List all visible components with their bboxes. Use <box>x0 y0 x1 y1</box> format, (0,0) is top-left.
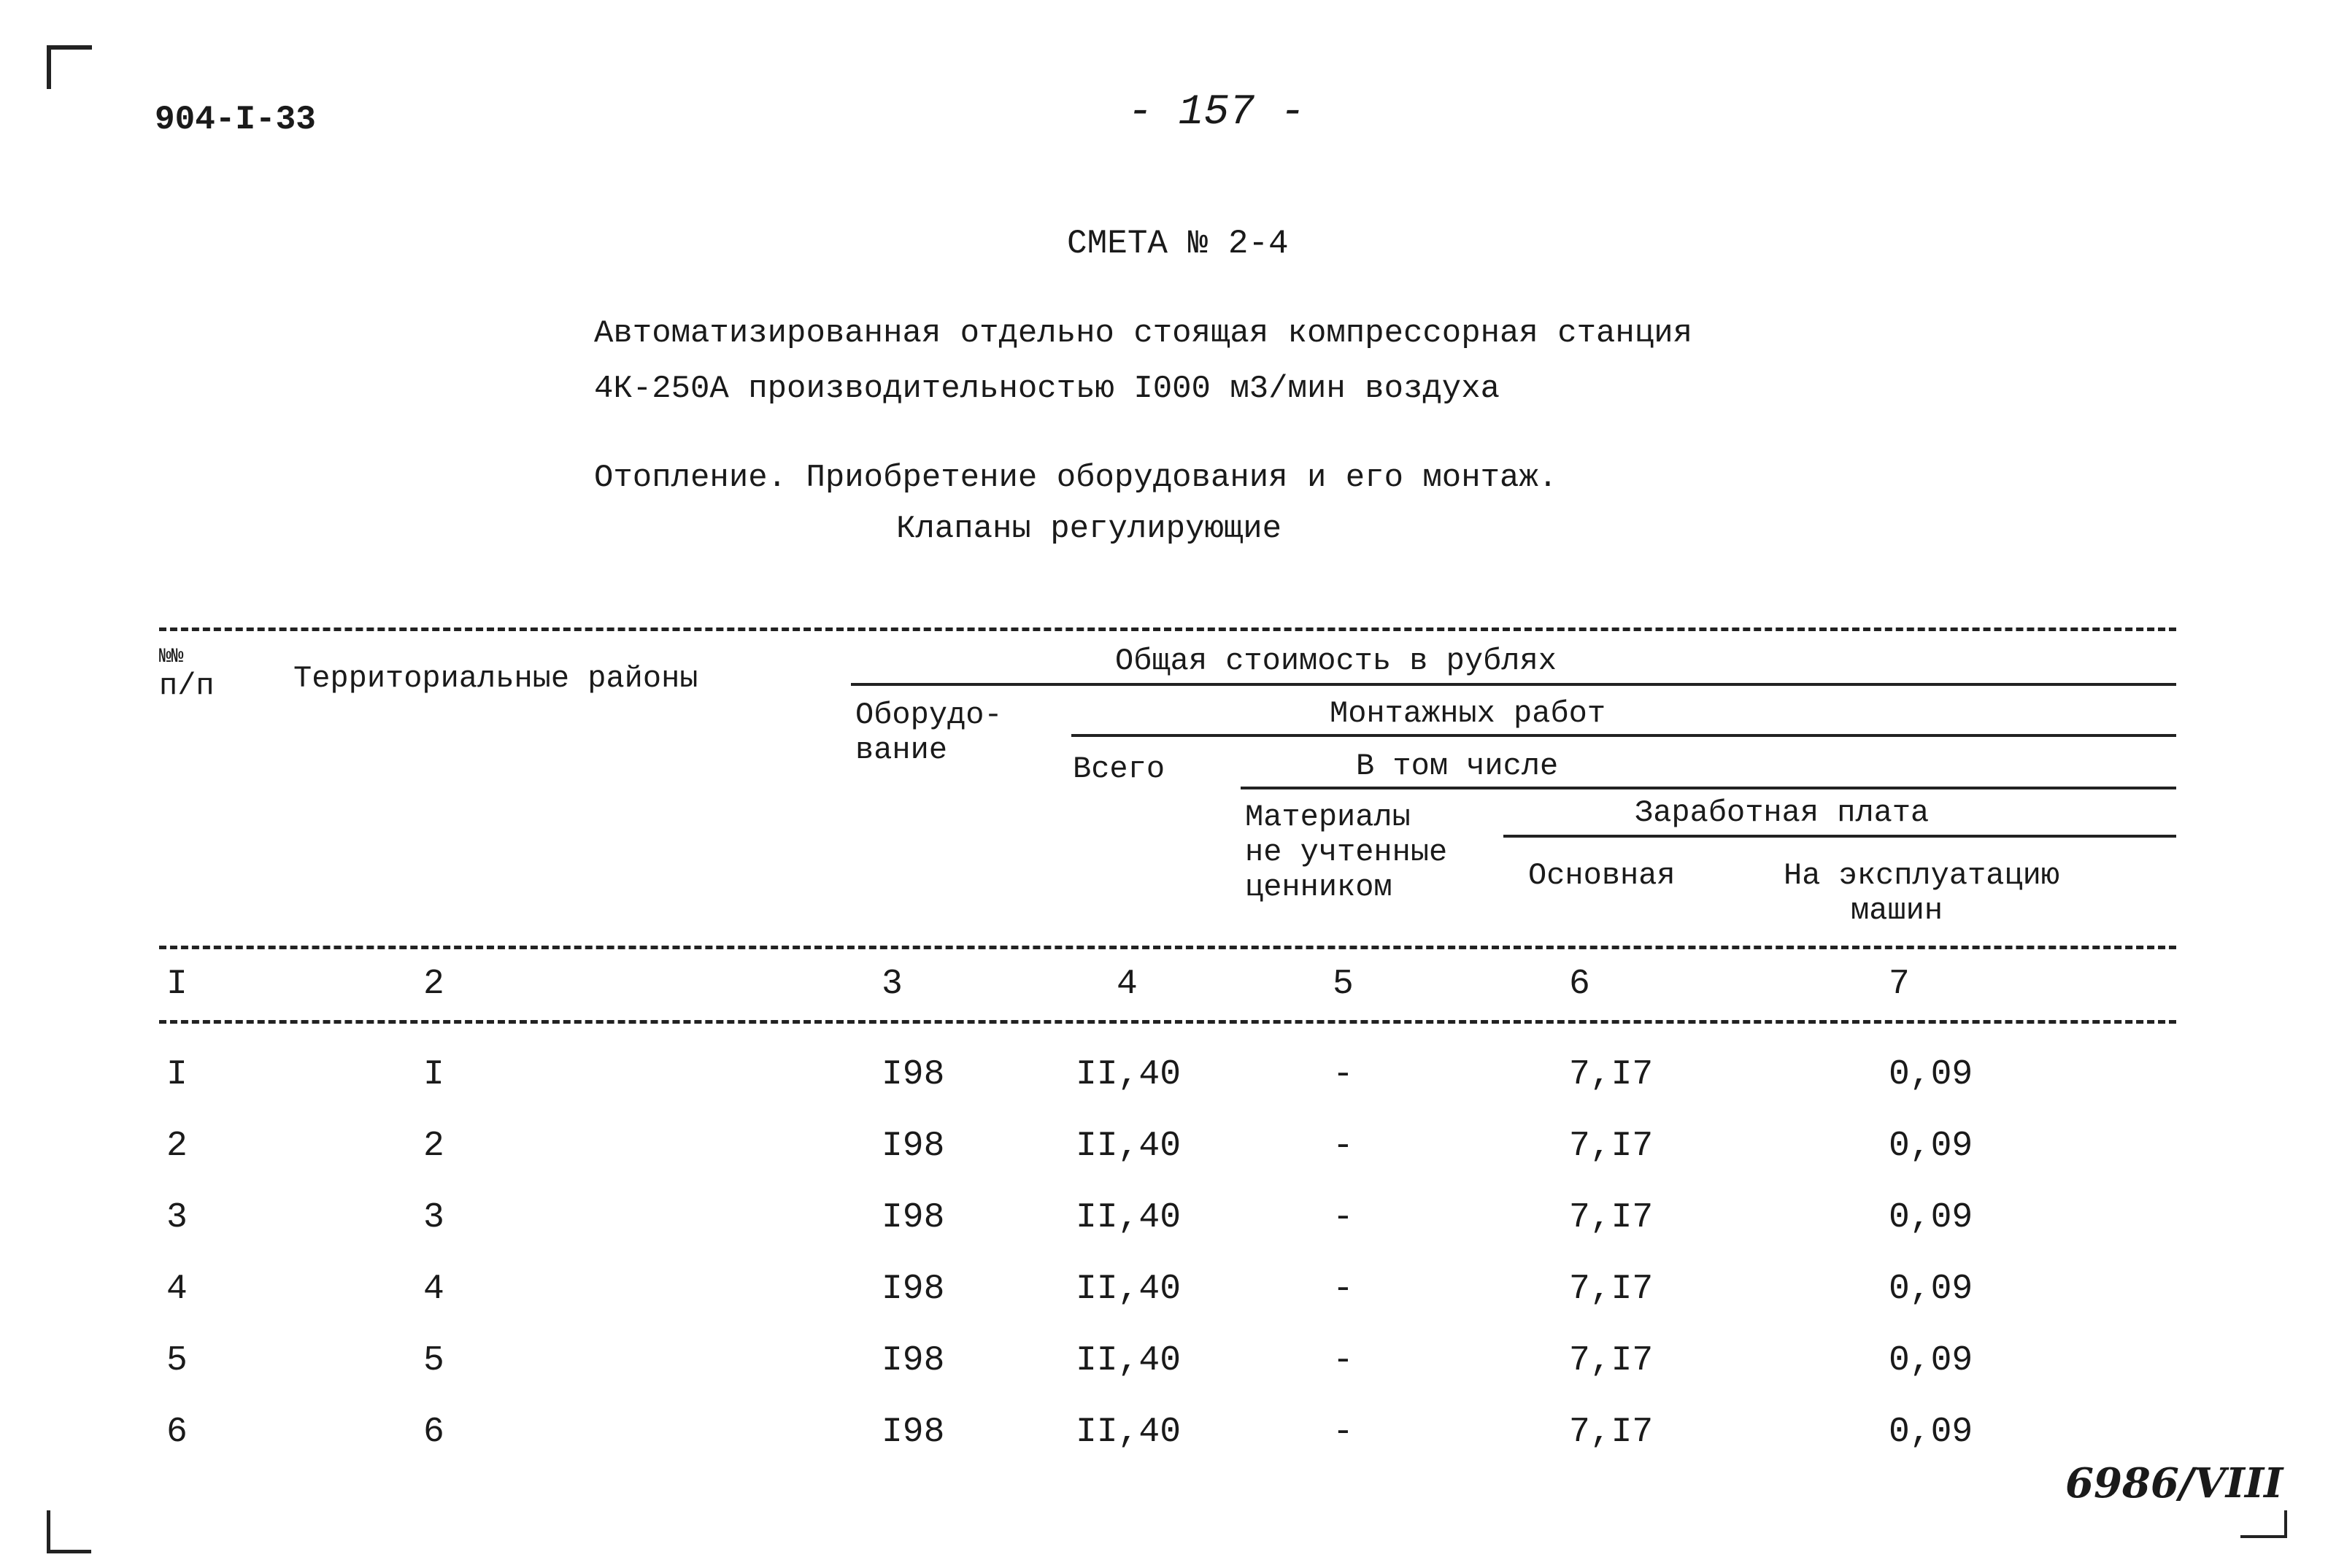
machines-cell: 0,09 <box>1889 1198 1973 1237</box>
equipment-cell: I98 <box>882 1055 945 1094</box>
subtitle-line-3: Отопление. Приобретение оборудования и его монтаж. <box>594 460 1558 496</box>
basic-wage-cell: 7,I7 <box>1569 1198 1654 1237</box>
column-numbers-bottom-rule <box>159 1020 2176 1024</box>
total-cell: II,40 <box>1076 1413 1182 1452</box>
column-number-6: 6 <box>1569 965 1590 1004</box>
total-cell: II,40 <box>1076 1198 1182 1237</box>
total-cell: II,40 <box>1076 1341 1182 1380</box>
corner-mark-bottom-right <box>2240 1510 2287 1538</box>
header-materials-line2: не учтенные <box>1245 835 1448 870</box>
page-number: - 157 - <box>1128 89 1306 136</box>
column-number-2: 2 <box>423 965 444 1004</box>
header-equipment-line1: Оборудо- <box>855 698 1003 733</box>
total-cost-underline <box>851 683 2176 686</box>
machines-cell: 0,09 <box>1889 1127 1973 1166</box>
column-number-3: 3 <box>882 965 903 1004</box>
subtitle-line-2: 4К-250А производительностью I000 м3/мин воздуха <box>594 371 1500 407</box>
basic-wage-cell: 7,I7 <box>1569 1055 1654 1094</box>
header-including: В том числе <box>1356 749 1559 784</box>
subtitle-line-4: Клапаны регулирующие <box>896 511 1282 547</box>
total-cell: II,40 <box>1076 1055 1182 1094</box>
equipment-cell: I98 <box>882 1413 945 1452</box>
header-row-number-line2: п/п <box>159 668 215 703</box>
wages-underline <box>1503 835 2176 838</box>
column-number-4: 4 <box>1117 965 1138 1004</box>
basic-wage-cell: 7,I7 <box>1569 1413 1654 1452</box>
materials-cell: - <box>1333 1270 1354 1309</box>
header-equipment <box>855 698 1003 768</box>
column-number-5: 5 <box>1333 965 1354 1004</box>
header-machines <box>1784 858 2059 928</box>
region-cell: I <box>423 1055 444 1094</box>
materials-cell: - <box>1333 1127 1354 1166</box>
machines-cell: 0,09 <box>1889 1270 1973 1309</box>
region-cell: 6 <box>423 1413 444 1452</box>
header-row-number-line1: №№ <box>159 646 184 668</box>
corner-mark-top-left <box>47 45 92 89</box>
materials-cell: - <box>1333 1413 1354 1452</box>
column-number-1: I <box>166 965 188 1004</box>
header-equipment-line2: вание <box>855 733 948 768</box>
machines-cell: 0,09 <box>1889 1055 1973 1094</box>
machines-cell: 0,09 <box>1889 1413 1973 1452</box>
total-cell: II,40 <box>1076 1127 1182 1166</box>
basic-wage-cell: 7,I7 <box>1569 1127 1654 1166</box>
row-number: 5 <box>166 1341 188 1380</box>
materials-cell: - <box>1333 1341 1354 1380</box>
row-number: 2 <box>166 1127 188 1166</box>
header-total: Всего <box>1073 752 1165 787</box>
region-cell: 2 <box>423 1127 444 1166</box>
table-top-rule <box>159 627 2176 631</box>
column-number-7: 7 <box>1889 965 1910 1004</box>
materials-cell: - <box>1333 1198 1354 1237</box>
subtitle-line-1: Автоматизированная отдельно стоящая компрессорная станция <box>594 315 1693 352</box>
header-total-cost: Общая стоимость в рублях <box>1115 644 1557 679</box>
region-cell: 3 <box>423 1198 444 1237</box>
header-row-number <box>159 646 215 703</box>
header-installation: Монтажных работ <box>1330 696 1606 731</box>
equipment-cell: I98 <box>882 1270 945 1309</box>
basic-wage-cell: 7,I7 <box>1569 1270 1654 1309</box>
header-materials-line3: ценником <box>1245 870 1392 905</box>
region-cell: 5 <box>423 1341 444 1380</box>
header-materials <box>1245 800 1447 905</box>
header-regions: Территориальные районы <box>293 661 698 696</box>
header-materials-line1: Материалы <box>1245 800 1411 835</box>
header-machines-line2: машин <box>1851 893 1943 928</box>
equipment-cell: I98 <box>882 1341 945 1380</box>
row-number: 6 <box>166 1413 188 1452</box>
including-underline <box>1241 787 2176 789</box>
corner-mark-bottom-left <box>47 1510 91 1553</box>
header-wages: Заработная плата <box>1635 795 1930 830</box>
basic-wage-cell: 7,I7 <box>1569 1341 1654 1380</box>
header-bottom-rule <box>159 946 2176 949</box>
installation-underline <box>1071 734 2176 737</box>
document-code: 904-I-33 <box>155 101 316 139</box>
header-basic: Основная <box>1528 858 1676 893</box>
row-number: 3 <box>166 1198 188 1237</box>
equipment-cell: I98 <box>882 1198 945 1237</box>
region-cell: 4 <box>423 1270 444 1309</box>
machines-cell: 0,09 <box>1889 1341 1973 1380</box>
row-number: 4 <box>166 1270 188 1309</box>
equipment-cell: I98 <box>882 1127 945 1166</box>
row-number: I <box>166 1055 188 1094</box>
archive-stamp: 6986/VIII <box>2065 1459 2283 1507</box>
total-cell: II,40 <box>1076 1270 1182 1309</box>
materials-cell: - <box>1333 1055 1354 1094</box>
estimate-title: СМЕТА № 2-4 <box>1067 225 1289 263</box>
header-machines-line1: На эксплуатацию <box>1784 858 2060 893</box>
